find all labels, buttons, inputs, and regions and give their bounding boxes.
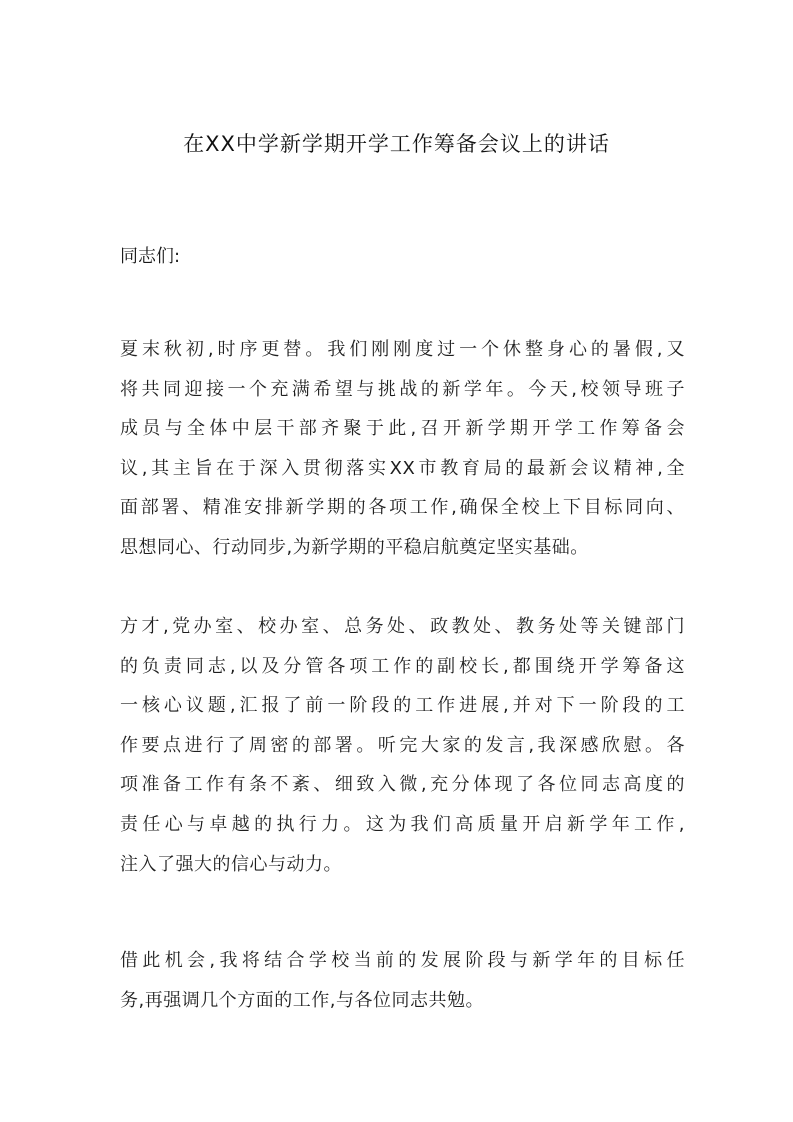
paragraph-1 <box>120 330 685 568</box>
paragraph-line: 方才,党办室、校办室、总务处、政教处、教务处等关键部门 <box>120 616 685 637</box>
paragraph-line: 思想同心、行动同步,为新学期的平稳启航奠定坚实基础。 <box>120 536 589 558</box>
paragraph-3 <box>120 941 685 1020</box>
paragraph-line: 夏末秋初,时序更替。我们刚刚度过一个休整身心的暑假,又 <box>120 339 685 360</box>
paragraph-line: 注入了强大的信心与动力。 <box>120 853 342 875</box>
paragraph-line: 项准备工作有条不紊、细致入微,充分体现了各位同志高度的 <box>120 774 685 796</box>
paragraph-line: 一核心议题,汇报了前一阶段的工作进展,并对下一阶段的工 <box>120 695 685 717</box>
paragraph-line: 的负责同志,以及分管各项工作的副校长,都围绕开学筹备这 <box>120 655 685 677</box>
paragraph-line: 务,再强调几个方面的工作,与各位同志共勉。 <box>120 989 484 1011</box>
document-title: 在XX中学新学期开学工作筹备会议上的讲话 <box>183 132 610 156</box>
paragraph-line: 将共同迎接一个充满希望与挑战的新学年。今天,校领导班子 <box>120 378 685 400</box>
paragraph-line: 作要点进行了周密的部署。听完大家的发言,我深感欣慰。各 <box>120 734 685 756</box>
salutation: 同志们: <box>120 246 181 267</box>
paragraph-2 <box>120 607 685 884</box>
paragraph-line: 面部署、精准安排新学期的各项工作,确保全校上下目标同向、 <box>120 497 685 519</box>
paragraph-line: 成员与全体中层干部齐聚于此,召开新学期开学工作筹备会 <box>120 418 685 440</box>
paragraph-line: 议,其主旨在于深入贯彻落实XX市教育局的最新会议精神,全 <box>120 457 685 479</box>
paragraph-line: 责任心与卓越的执行力。这为我们高质量开启新学年工作, <box>120 813 685 835</box>
paragraph-line: 借此机会,我将结合学校当前的发展阶段与新学年的目标任 <box>120 950 685 971</box>
